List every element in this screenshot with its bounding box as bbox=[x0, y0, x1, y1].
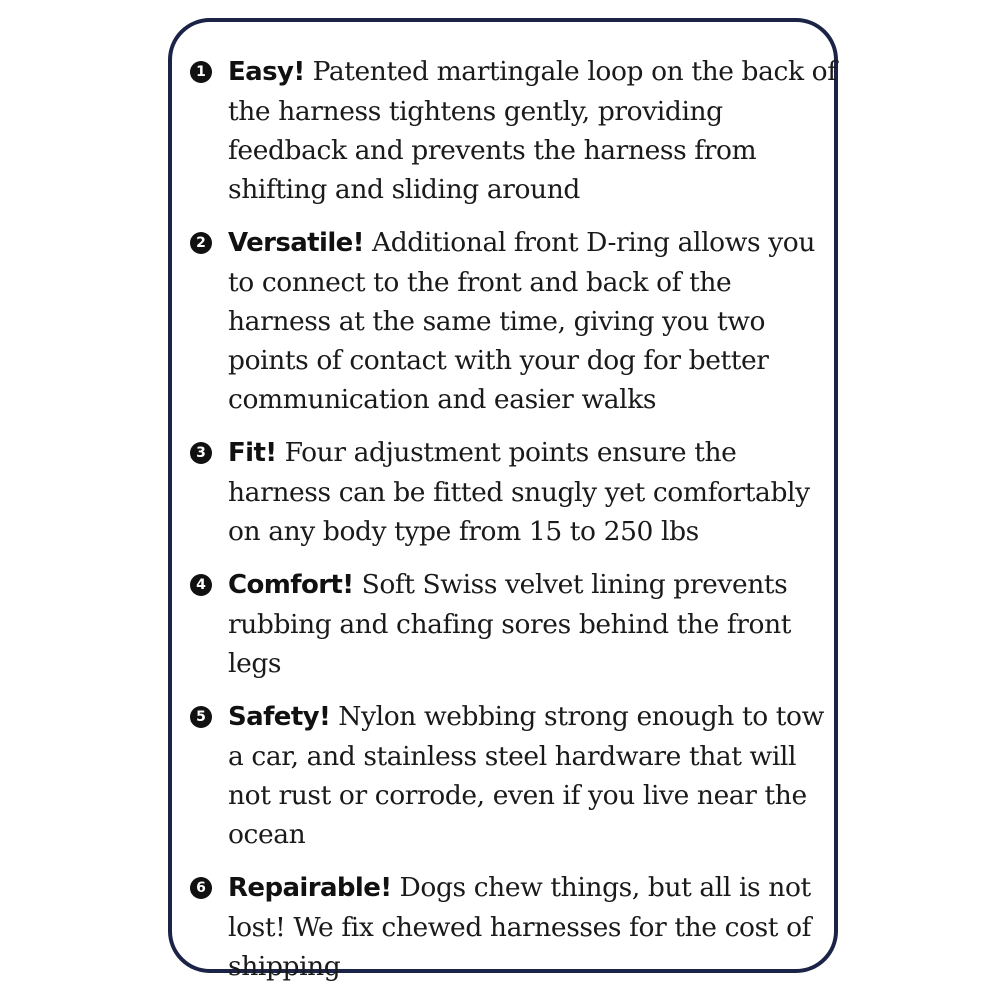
number-badge-icon: 2 bbox=[190, 232, 212, 254]
feature-body: Four adjustment points ensure the harness can be fitted snugly yet comfortably on any body type from 15 to 250 lbs bbox=[228, 437, 810, 547]
feature-body: Dogs chew things, but all is not lost! We fix chewed harnesses for the cost of shipping bbox=[228, 872, 812, 982]
feature-heading: Safety! bbox=[228, 702, 331, 732]
feature-body: Patented martingale loop on the back of the harness tightens gently, providing feedback and prevents the harness from shifting and sliding around bbox=[228, 56, 837, 205]
number-badge-icon: 1 bbox=[190, 61, 212, 83]
feature-body: Nylon webbing strong enough to tow a car, and stainless steel hardware that will not rust or corrode, even if you live near the ocean bbox=[228, 701, 824, 850]
number-badge-icon: 4 bbox=[190, 574, 212, 596]
feature-text bbox=[228, 52, 838, 209]
feature-item-versatile bbox=[188, 223, 838, 419]
feature-heading: Easy! bbox=[228, 57, 305, 87]
feature-text bbox=[228, 433, 838, 551]
feature-item-fit bbox=[188, 433, 838, 551]
feature-heading: Fit! bbox=[228, 438, 277, 468]
feature-heading: Versatile! bbox=[228, 228, 364, 258]
feature-body: Additional front D-ring allows you to connect to the front and back of the harness at the same time, giving you two points of contact with your dog for better communication and easier walks bbox=[228, 227, 815, 415]
feature-body: Soft Swiss velvet lining prevents rubbing and chafing sores behind the front legs bbox=[228, 569, 792, 679]
number-badge-icon: 3 bbox=[190, 442, 212, 464]
feature-item-comfort bbox=[188, 565, 838, 683]
number-badge-icon: 5 bbox=[190, 706, 212, 728]
feature-text bbox=[228, 868, 838, 986]
feature-item-repairable bbox=[188, 868, 838, 986]
feature-text bbox=[228, 223, 838, 419]
feature-heading: Repairable! bbox=[228, 873, 392, 903]
number-badge-icon: 6 bbox=[190, 877, 212, 899]
feature-list bbox=[188, 52, 838, 1000]
feature-text bbox=[228, 697, 838, 854]
feature-text bbox=[228, 565, 838, 683]
feature-heading: Comfort! bbox=[228, 570, 354, 600]
feature-item-safety bbox=[188, 697, 838, 854]
feature-item-easy bbox=[188, 52, 838, 209]
